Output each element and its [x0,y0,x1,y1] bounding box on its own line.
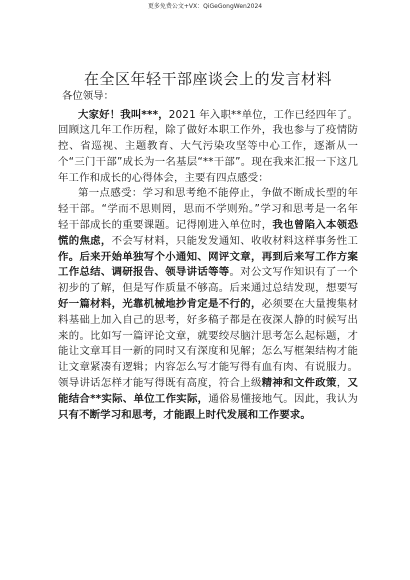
bold-text-run: 精神和文件政策 [261,377,337,390]
bold-text-run: 作。后来开始单独写个小通知、网评文章，再到后来写工作方案工作总结、调研报告、领导讲话等等 [58,250,358,279]
bold-text-run: 只有不断学习和思考，才能跟上时代发展和工作要求。 [58,408,311,421]
text-run: 通俗易懂接地气。因此，我认为 [208,392,358,405]
salutation: 各位领导： [62,90,114,102]
bold-text-run: 好一篇材料，光靠机械地抄肯定是不行的， [58,298,262,311]
text-run: 不会写材料，只能发发通知、收收材料这样事务性工 [111,234,359,247]
bold-text-run: 我也曾陷入本领恐慌的焦虑， [58,219,359,247]
text-run: 必须要在大量搜集材料基础上加入自己的思考，好多稿子都是在夜深人静的时候写出来的。比如写一篇评论文章，就要绞尽脑汁思考怎么起标题，才能让文章耳目一新的同时又有深度和见解；怎么写框架结构才能让文章紧凑有逻辑；内容怎么写才能写得有血有肉、有说服力。领导讲话怎样才能写得既有高度，符合上级 [58,298,358,390]
header-note: 更多免费公文+VX：QiGeGongWen2024 [147,3,263,10]
paragraph-list [58,108,358,424]
document-title: 在全区年轻干部座谈会上的发言材料 [83,70,332,88]
text-run: 2021 年入职**单位，工作已经四年 [168,108,337,121]
paragraph [58,108,358,187]
bold-text-run: 又能结合**实际、单位工作实际， [58,377,358,405]
text-run: 第一点感受：学习和思考绝不能停止，争做不断成长型的年轻干部。“学而不思则罔，思而不学则殆。”学习和思考是一名年轻干部成长的重要课题。记得刚进入单位时， [58,187,358,232]
text-run: 。对公文写作知识有了一个初步的了解，但是写作质量不够高。后来通过总结发现，想要写 [58,266,358,295]
text-run: ， [336,377,348,390]
bold-text-run: 大家好！我叫***， [78,108,169,121]
document-body [58,70,358,423]
paragraph [58,186,358,423]
text-run: 了。回顾这几年工作历程，除了做好本职工作外，我也参与了疫情防控、省巡视、主题教育、大气污染攻坚等中心工作，逐渐从一个“三门干部”成长为一名基层“**干部”。现在我来汇报一下这几年工作和成长的心得体会，主要有四点感受： [58,108,358,184]
